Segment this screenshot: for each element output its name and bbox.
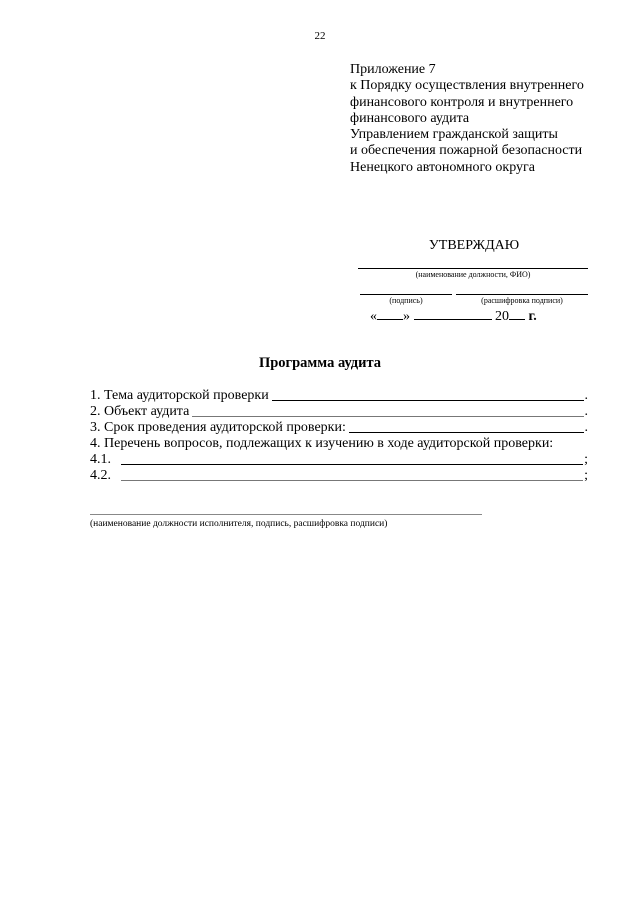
- month-blank: [414, 308, 492, 320]
- item-period: [90, 419, 588, 436]
- program-title: Программа аудита: [258, 355, 382, 371]
- fill-line: [192, 415, 583, 417]
- day-blank: [377, 308, 403, 320]
- year-blank: [509, 308, 525, 320]
- item-object: [90, 403, 588, 420]
- signature-decode-caption: (расшифровка подписи): [481, 296, 563, 305]
- appendix-line: финансового контроля и внутреннего: [350, 94, 574, 110]
- item-end: .: [584, 388, 588, 403]
- open-quote: «: [370, 309, 377, 324]
- item-topic: [90, 387, 588, 404]
- item-end: ;: [584, 452, 588, 467]
- position-line: [358, 268, 588, 269]
- position-caption: (наименование должности, ФИО): [415, 270, 531, 279]
- item-end: ;: [584, 468, 588, 483]
- page-number: 22: [314, 30, 326, 42]
- appendix-header: [350, 62, 584, 176]
- close-quote: »: [403, 309, 410, 324]
- item-label: 4.2.: [90, 468, 111, 483]
- item-question-2: [90, 467, 588, 484]
- fill-line: [121, 479, 583, 481]
- fill-line: [349, 431, 584, 433]
- approval-title: УТВЕРЖДАЮ: [428, 238, 520, 253]
- appendix-line: Управлением гражданской защиты: [350, 127, 558, 143]
- item-label: 3. Срок проведения аудиторской проверки:: [90, 420, 346, 435]
- item-label: 4.1.: [90, 452, 111, 467]
- appendix-line: Приложение 7: [350, 62, 436, 77]
- item-label: 2. Объект аудита: [90, 404, 190, 419]
- approval-date: [370, 308, 537, 325]
- appendix-line: Ненецкого автономного округа: [350, 159, 535, 175]
- year-suffix: г.: [528, 309, 537, 324]
- signature-line: [360, 294, 452, 295]
- executor-line: [90, 514, 482, 515]
- signature-decode-line: [456, 294, 588, 295]
- item-label: 1. Тема аудиторской проверки: [90, 388, 269, 403]
- fill-line: [272, 399, 584, 401]
- item-label: 4. Перечень вопросов, подлежащих к изучению в ходе аудиторской проверки:: [90, 436, 554, 451]
- signature-caption: (подпись): [389, 296, 423, 305]
- appendix-line: финансового аудита: [350, 110, 470, 126]
- item-question-1: [90, 451, 588, 468]
- appendix-line: и обеспечения пожарной безопасности: [350, 143, 583, 159]
- item-questions: [90, 435, 588, 452]
- item-end: .: [584, 420, 588, 435]
- appendix-line: к Порядку осуществления внутреннего: [350, 78, 584, 94]
- fill-line: [121, 463, 583, 465]
- executor-caption: (наименование должности исполнителя, подпись, расшифровка подписи): [90, 519, 388, 529]
- item-end: .: [584, 404, 588, 419]
- year-prefix: 20: [495, 309, 509, 324]
